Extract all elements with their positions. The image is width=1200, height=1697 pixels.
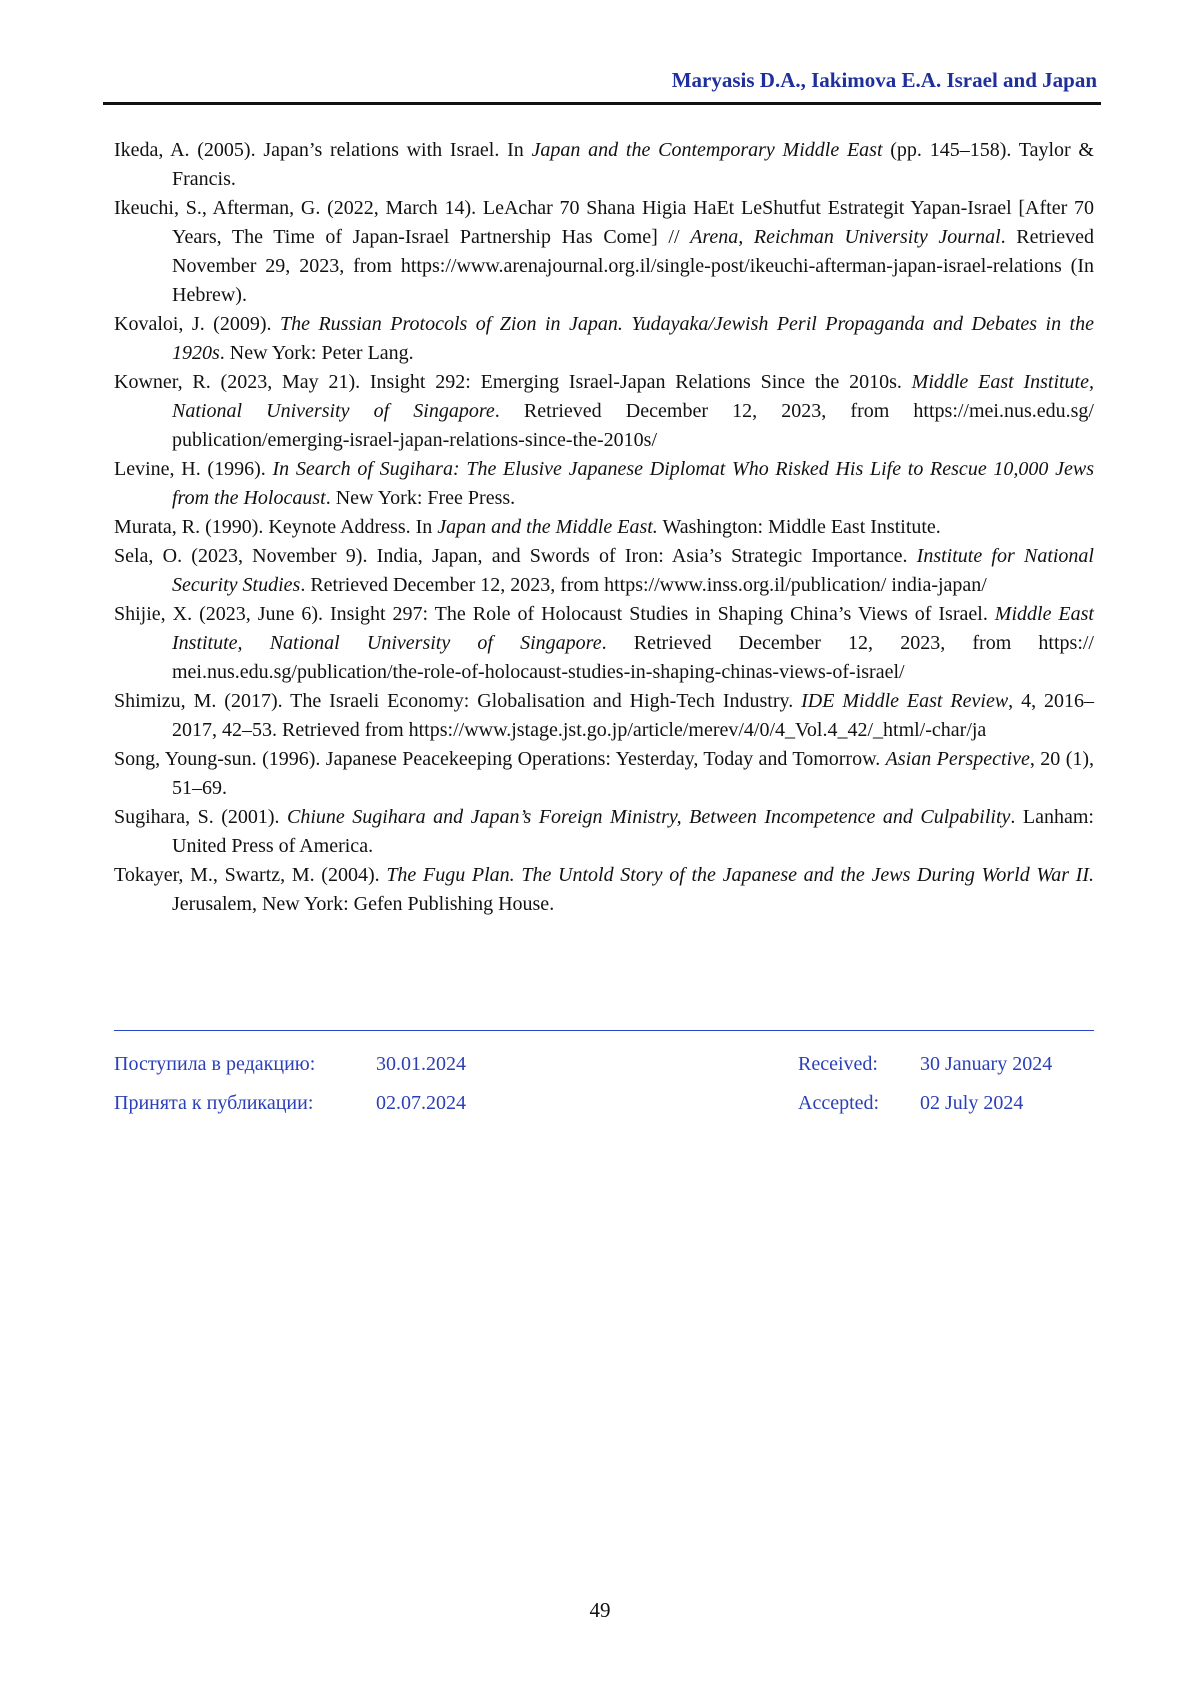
reference-text: (pp. 145–158). Taylor & Francis. — [172, 139, 1094, 190]
reference-entry — [114, 368, 1094, 455]
reference-text: . Retrieved November 29, 2023, from https://www.arenajournal.org.il/single-post/ikeuchi-afterman-japan-israel-relations (In Hebrew). — [172, 226, 1094, 306]
reference-title: In Search of Sugihara: The Elusive Japanese Diplomat Who Risked His Life to Rescue 10,000 Jews from the Holocaust — [172, 458, 1095, 509]
accepted-ru-date: 02.07.2024 — [376, 1092, 466, 1114]
reference-text: Jerusalem, New York: Gefen Publishing House. — [172, 893, 555, 915]
reference-text: Kowner, R. (2023, May 21). Insight 292: Emerging Israel-Japan Relations Since the 2010s. — [114, 371, 912, 393]
reference-entry — [114, 803, 1094, 861]
running-head: Maryasis D.A., Iakimova E.A. Israel and Japan — [671, 68, 1097, 92]
reference-title: Chiune Sugihara and Japan’s Foreign Ministry, Between Incompetence and Culpability — [287, 806, 1011, 828]
reference-text: Ikeda, A. (2005). Japan’s relations with Israel. In — [114, 139, 532, 161]
reference-title: Arena, Reichman University Journal — [690, 226, 1001, 248]
reference-text: . Retrieved December 12, 2023, from https://www.inss.org.il/publication/ india-japan/ — [300, 574, 987, 596]
reference-text: Kovaloi, J. (2009). — [114, 313, 280, 335]
reference-text: Washington: Middle East Institute. — [657, 516, 941, 538]
reference-title: Asian Perspective — [885, 748, 1030, 770]
reference-text: Murata, R. (1990). Keynote Address. In — [114, 516, 438, 538]
reference-text: Tokayer, M., Swartz, M. (2004). — [114, 864, 387, 886]
reference-entry — [114, 136, 1094, 194]
reference-text: Shimizu, M. (2017). The Israeli Economy: Globalisation and High-Tech Industry. — [114, 690, 802, 712]
reference-text: Levine, H. (1996). — [114, 458, 273, 480]
reference-title: The Fugu Plan. The Untold Story of the Japanese and the Jews During World War II. — [386, 864, 1095, 886]
reference-text: . Retrieved December 12, 2023, from https:// mei.nus.edu.sg/publication/the-role-of-holocaust-studies-in-shaping-chinas-views-of-israel/ — [172, 632, 1094, 683]
page-number: 49 — [589, 1598, 611, 1622]
reference-entry — [114, 687, 1094, 745]
reference-entry — [114, 600, 1094, 687]
reference-entry — [114, 513, 1094, 542]
reference-entry — [114, 455, 1094, 513]
footer-rule — [114, 1030, 1094, 1031]
received-en-date: 30 January 2024 — [920, 1053, 1053, 1075]
reference-title: Middle East Institute, National University of Singapore — [172, 371, 1094, 422]
received-en-label: Received: — [798, 1053, 878, 1075]
reference-text: Song, Young-sun. (1996). Japanese Peacekeeping Operations: Yesterday, Today and Tomorrow. — [114, 748, 886, 770]
reference-text: . Lanham: United Press of America. — [172, 806, 1094, 857]
received-ru-label: Поступила в редакцию: — [114, 1053, 316, 1075]
reference-text: Ikeuchi, S., Afterman, G. (2022, March 14). LeAchar 70 Shana Higia HaEt LeShutfut Estrategit Yapan-Israel [After 70 Years, The Time of Japan-Israel Partnership Has Come] // — [114, 197, 1094, 248]
accepted-ru-label: Принята к публикации: — [114, 1092, 314, 1114]
reference-text: . Retrieved December 12, 2023, from https://mei.nus.edu.sg/ publication/emerging-israel-japan-relations-since-the-2010s/ — [172, 400, 1094, 451]
reference-title: The Russian Protocols of Zion in Japan. Yudayaka/Jewish Peril Propaganda and Debates in the 1920s — [172, 313, 1094, 364]
reference-title: Japan and the Contemporary Middle East — [531, 139, 883, 161]
reference-text: Sugihara, S. (2001). — [114, 806, 288, 828]
reference-title: IDE Middle East Review — [801, 690, 1009, 712]
reference-entry — [114, 194, 1094, 310]
reference-list — [114, 136, 1094, 919]
reference-title: Japan and the Middle East. — [437, 516, 658, 538]
reference-entry — [114, 861, 1094, 919]
reference-title: Institute for National Security Studies — [172, 545, 1094, 596]
reference-entry — [114, 745, 1094, 803]
reference-text: Sela, O. (2023, November 9). India, Japan, and Swords of Iron: Asia’s Strategic Importance. — [114, 545, 917, 567]
reference-entry — [114, 542, 1094, 600]
reference-text: , 4, 2016–2017, 42–53. Retrieved from https://www.jstage.jst.go.jp/article/merev/4/0/4_Vol.4_42/_html/-char/ja — [172, 690, 1094, 741]
accepted-en-label: Accepted: — [798, 1092, 880, 1114]
reference-text: . New York: Free Press. — [325, 487, 516, 509]
reference-text: , 20 (1), 51–69. — [172, 748, 1095, 799]
reference-text: Shijie, X. (2023, June 6). Insight 297: The Role of Holocaust Studies in Shaping China’s Views of Israel. — [114, 603, 995, 625]
received-ru-date: 30.01.2024 — [376, 1053, 466, 1075]
reference-title: Middle East Institute, National University of Singapore — [172, 603, 1094, 654]
accepted-en-date: 02 July 2024 — [920, 1092, 1024, 1114]
header-rule — [103, 102, 1101, 105]
reference-entry — [114, 310, 1094, 368]
reference-text: . New York: Peter Lang. — [219, 342, 414, 364]
